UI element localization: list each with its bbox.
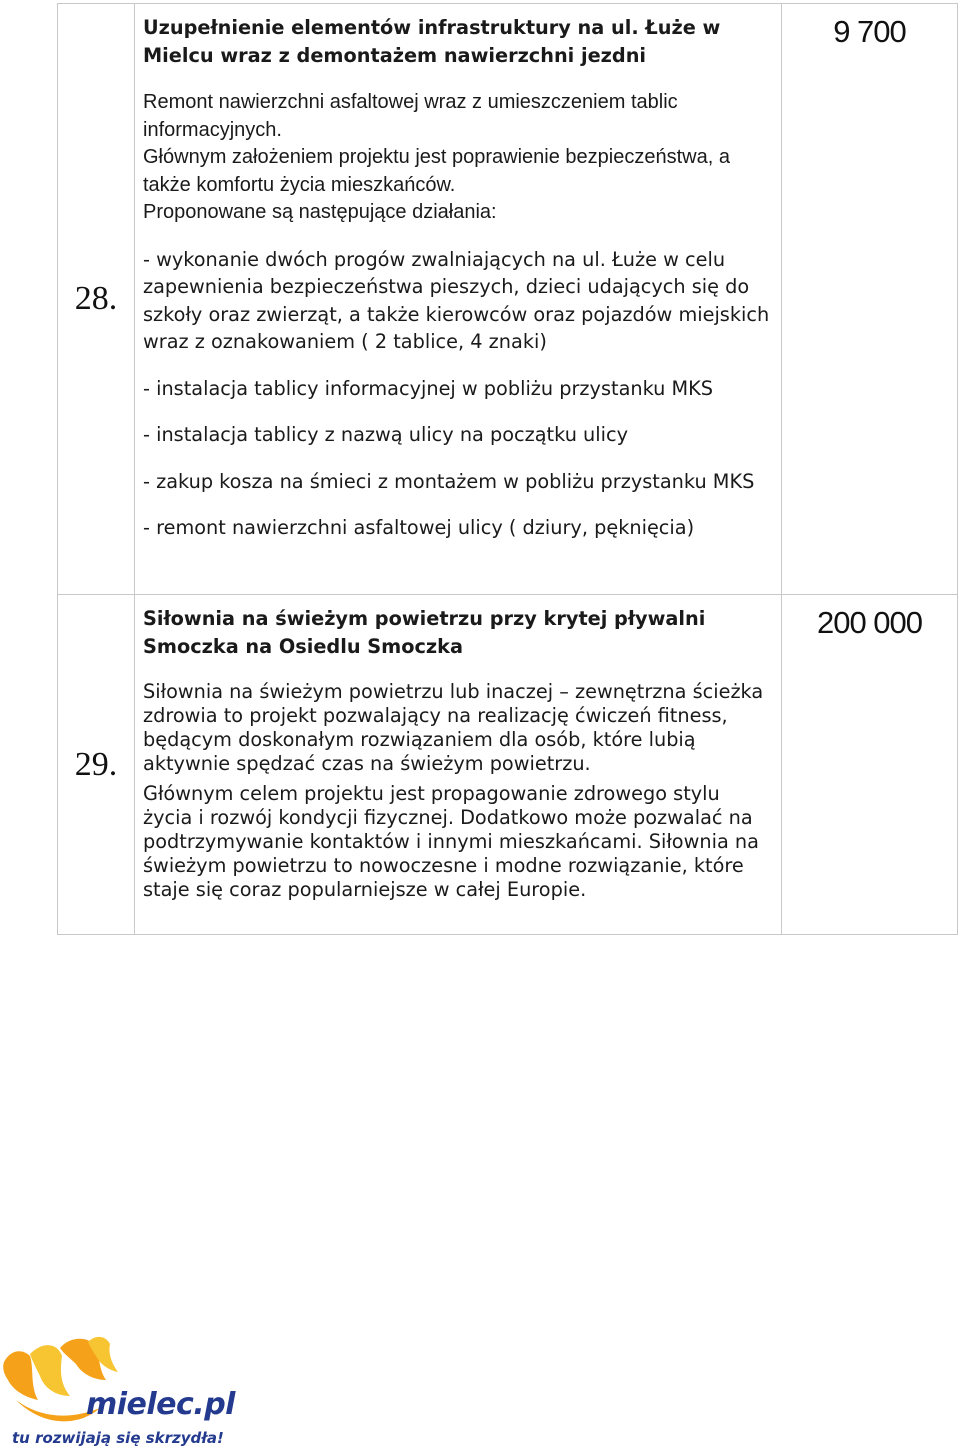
list-item: - instalacja tablicy informacyjnej w pobliżu przystanku MKS [143,376,714,400]
list-item: - zakup kosza na śmieci z montażem w pobliżu przystanku MKS [143,469,755,493]
list-item: - remont nawierzchni asfaltowej ulicy ( dziury, pęknięcia) [143,516,695,539]
project-amount: 9 700 [782,4,958,595]
projects-table [57,3,958,935]
intro-line: Proponowane są następujące działania: [143,201,497,223]
project-title: Siłownia na świeżym powietrzu przy krytej pływalni Smoczka na Osiedlu Smoczka [143,607,706,658]
logo-brand-text: mielec.pl [86,1387,235,1422]
list-item: - wykonanie dwóch progów zwalniających na ul. Łuże w celu zapewnienia bezpieczeństwa pieszych, dzieci udających się do szkoły oraz zwierząt, a także kierowców oraz pojazdów miejskich wraz z oznakowaniem ( 2 tablice, 4 znaki) [143,247,770,353]
description-paragraph: Głównym celem projektu jest propagowanie zdrowego stylu życia i rozwój kondycji fizycznej. Dodatkowo może pozwalać na podtrzymywanie kontaktów i innymi mieszkańcami. Siłownia na świeżym powietrzu to nowoczesne i modne rozwiązanie, które staje się coraz popularniejsze w całej Europie. [143,782,759,901]
intro-line: Remont nawierzchni asfaltowej wraz z umieszczeniem tablic informacyjnych. [143,91,678,141]
list-item: - instalacja tablicy z nazwą ulicy na początku ulicy [143,423,628,446]
project-intro [143,89,773,227]
project-amount: 200 000 [782,595,958,935]
intro-line: Głównym założeniem projektu jest poprawienie bezpieczeństwa, a także komfortu życia mieszkańców. [143,146,730,196]
project-description [135,4,782,595]
table-row [58,4,958,595]
description-paragraph: Siłownia na świeżym powietrzu lub inaczej – zewnętrzna ścieżka zdrowia to projekt pozwalający na realizację ćwiczeń fitness, będącym doskonałym rozwiązaniem dla osób, które lubią aktywnie spędzać czas na świeżym powietrzu. [143,680,764,775]
row-number: 28. [58,4,135,595]
logo-slogan-text: tu rozwijają się skrzydła! [12,1429,224,1447]
table-row [58,595,958,935]
measures-list [143,246,773,542]
row-number: 29. [58,595,135,935]
project-description [135,595,782,935]
project-title: Uzupełnienie elementów infrastruktury na ul. Łuże w Mielcu wraz z demontażem nawierzchni jezdni [143,16,721,67]
